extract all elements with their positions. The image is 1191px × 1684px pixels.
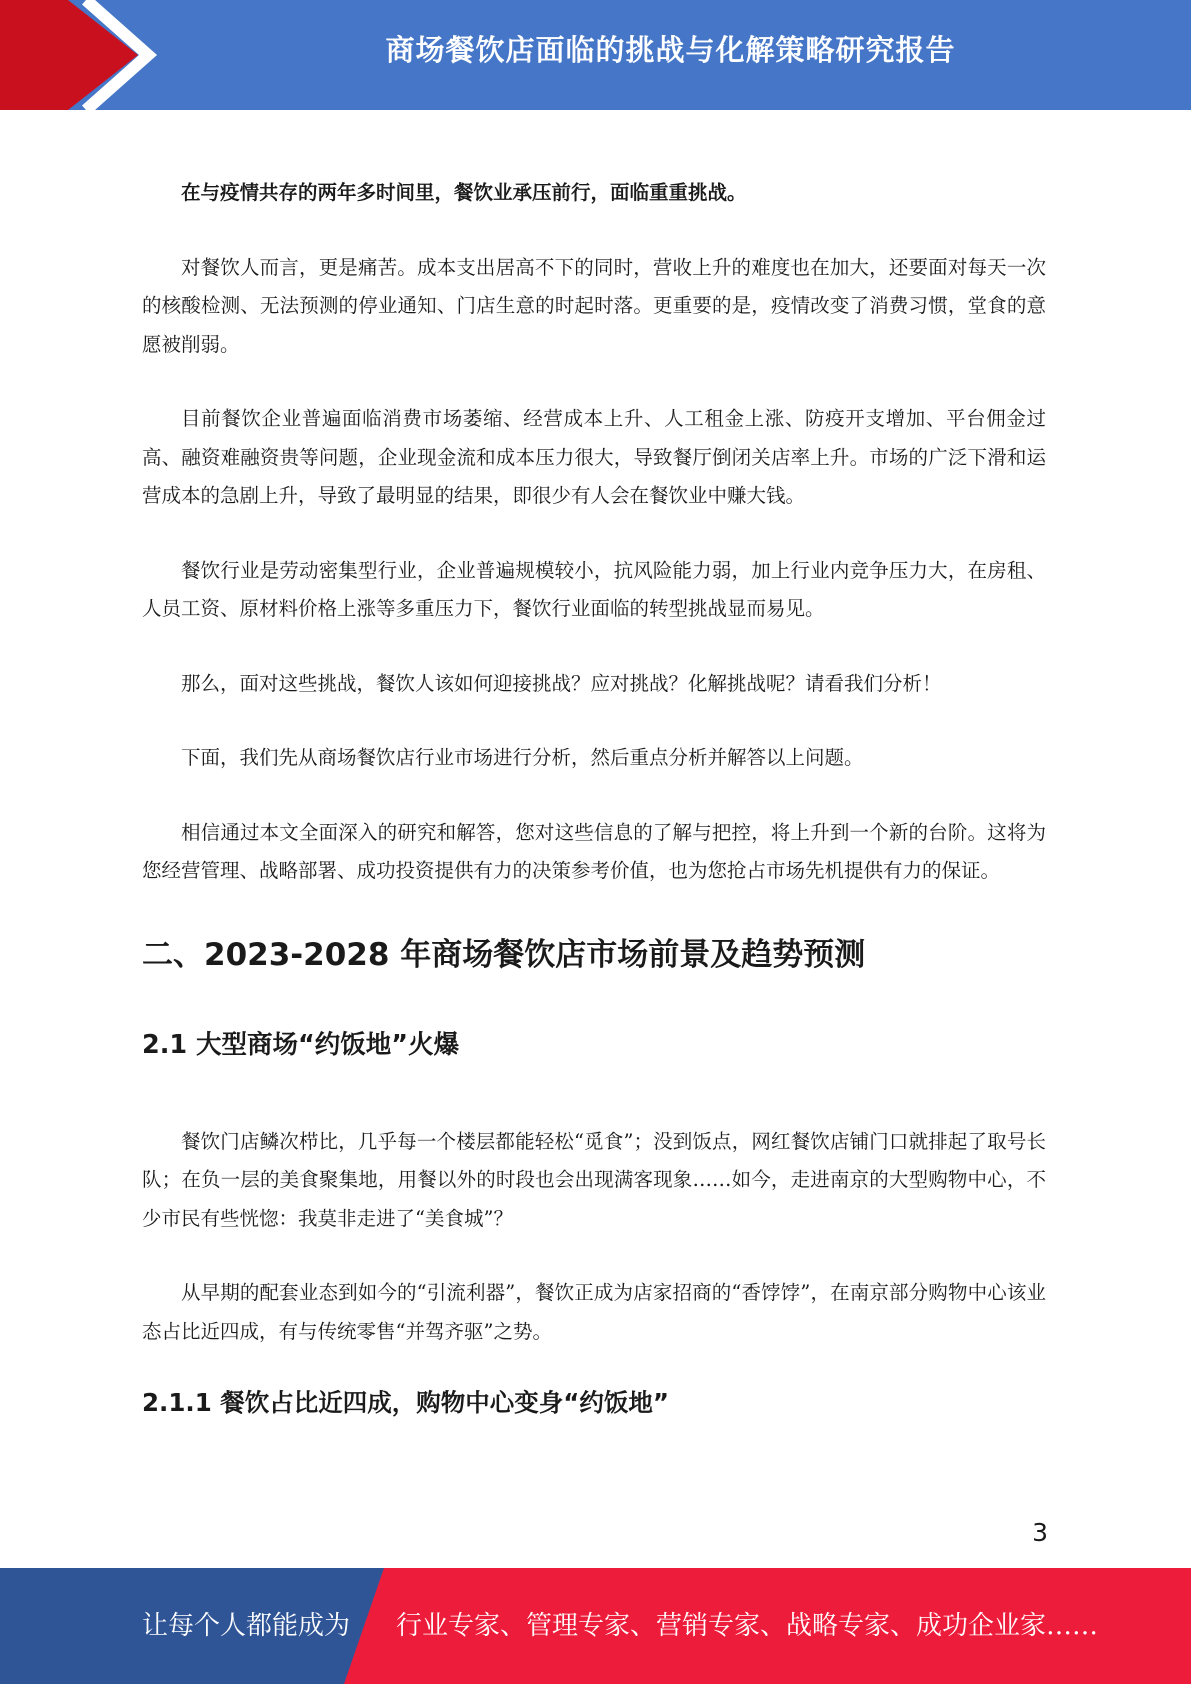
paragraph: 餐饮门店鳞次栉比，几乎每一个楼层都能轻松“觅食”；没到饭点，网红餐饮店铺门口就排起了取号长队；在负一层的美食聚集地，用餐以外的时段也会出现满客现象……如今，走进南京的大型购物中心，不少市民有些恍惚：我莫非走进了“美食城”？ [142,1129,1046,1230]
paragraph: 那么，面对这些挑战，餐饮人该如何迎接挑战？应对挑战？化解挑战呢？请看我们分析！ [181,671,942,695]
page-footer [0,1568,1191,1684]
paragraph: 下面，我们先从商场餐饮店行业市场进行分析，然后重点分析并解答以上问题。 [181,746,864,769]
paragraph: 相信通过本文全面深入的研究和解答，您对这些信息的了解与把控，将上升到一个新的台阶。这将为您经营管理、战略部署、成功投资提供有力的决策参考价值，也为您抢占市场先机提供有力的保证。 [142,820,1046,882]
footer-slogan-right: 行业专家、管理专家、营销专家、战略专家、成功企业家…… [396,1611,1099,1641]
paragraph: 目前餐饮企业普遍面临消费市场萎缩、经营成本上升、人工租金上涨、防疫开支增加、平台佣金过高、融资难融资贵等问题，企业现金流和成本压力很大，导致餐厅倒闭关店率上升。市场的广泛下滑和运营成本的急剧上升，导致了最明显的结果，即很少有人会在餐饮业中赚大钱。 [142,407,1046,507]
page-number: 3 [1032,1518,1048,1547]
paragraph: 从早期的配套业态到如今的“引流利器”，餐饮正成为店家招商的“香饽饽”，在南京部分购物中心该业态占比近四成，有与传统零售“并驾齐驱”之势。 [142,1281,1046,1343]
footer-slogan-left: 让每个人都能成为 [142,1611,351,1641]
paragraph: 餐饮行业是劳动密集型行业，企业普遍规模较小，抗风险能力弱，加上行业内竞争压力大，在房租、人员工资、原材料价格上涨等多重压力下，餐饮行业面临的转型挑战显而易见。 [142,558,1046,620]
paragraph: 对餐饮人而言，更是痛苦。成本支出居高不下的同时，营收上升的难度也在加大，还要面对每天一次的核酸检测、无法预测的停业通知、门店生意的时起时落。更重要的是，疫情改变了消费习惯，堂食的意愿被削弱。 [142,255,1046,356]
intro-paragraph: 在与疫情共存的两年多时间里，餐饮业承压前行，面临重重挑战。 [181,181,747,204]
subsection-heading: 2.1 大型商场“约饭地”火爆 [142,1029,460,1060]
page-header [0,0,1191,110]
section-heading: 二、2023-2028 年商场餐饮店市场前景及趋势预测 [142,936,866,973]
header-arrow-decoration [0,0,160,110]
sub-subsection-heading: 2.1.1 餐饮占比近四成，购物中心变身“约饭地” [142,1388,669,1417]
document-body [142,170,1046,1421]
report-title: 商场餐饮店面临的挑战与化解策略研究报告 [385,33,956,67]
